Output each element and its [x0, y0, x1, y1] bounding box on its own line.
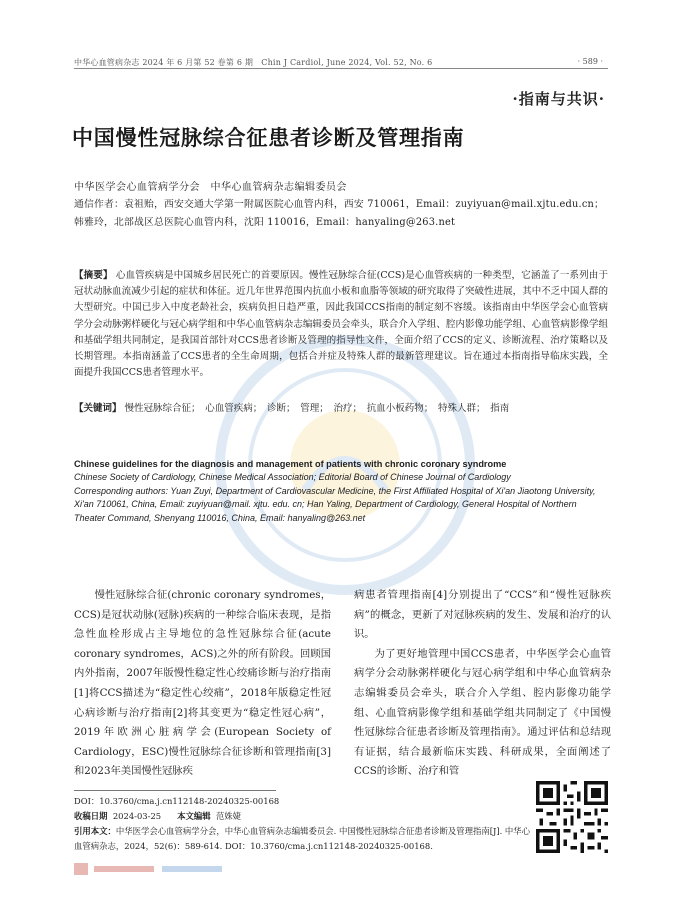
doi: DOI：10.3760/cma.j.cn112148-20240325-00168 [74, 796, 280, 806]
english-authors: Chinese Society of Cardiology, Chinese Medical Association; Editorial Board of Chinese Journal of Cardiology [74, 472, 511, 483]
footer-rule [74, 790, 276, 791]
received-date: 2024-03-25 [112, 811, 162, 821]
authors: 中华医学会心血管病学分会 中华心血管病杂志编辑委员会 [74, 182, 347, 193]
publisher-logo [74, 860, 234, 878]
english-correspondence: Corresponding authors: Yuan Zuyi, Department of Cardiovascular Medicine, the First Affiliated Hospital of Xi'an Jiaotong University, Xi'an 710061, China, Email: zuyiyuan@mail. xjtu. edu. cn; Han Yaling, Department of Cardiology, General Hospital of Northern Theater Command, Shenyang 110016, China, Email: hanyaling@263.net [74, 485, 596, 523]
qr-code[interactable] [536, 781, 608, 853]
keywords [74, 400, 608, 417]
page-number: · 589 · [577, 57, 603, 66]
body-paragraph: 病患者管理指南[4]分别提出了“CCS”和“慢性冠脉疾病”的概念，更新了对冠脉疾病的发生、发展和治疗的认识。 [354, 589, 611, 641]
received-line [74, 809, 534, 824]
section-label: ·指南与共识· [512, 90, 605, 108]
running-head: 中华心血管病杂志 2024 年 6 月第 52 卷第 6 期 Chin J Cardiol, June 2024, Vol. 52, No. 6 [74, 58, 433, 67]
body-right-column [354, 586, 611, 782]
citation-label: 引用本文： [74, 826, 116, 836]
keywords-label: 【关键词】 [74, 403, 122, 414]
editor-label: 本文编辑 [177, 811, 211, 821]
english-abstract-header [74, 458, 608, 525]
header-rule [74, 68, 608, 69]
correspondence: 通信作者：袁祖贻，西安交通大学第一附属医院心血管内科，西安 710061，Email：zuyiyuan@mail.xjtu.edu.cn；韩雅玲，北部战区总医院心血管内科，沈阳 110016，Email：hanyaling@263.net [74, 199, 605, 228]
citation-text: 中华医学会心血管病学分会，中华心血管病杂志编辑委员会. 中国慢性冠脉综合征患者诊断及管理指南[J]. 中华心血管病杂志，2024，52(6)：589-614. DOI：10.3760/cma.j.cn112148-20240325-00168. [74, 826, 531, 851]
body-left-column: 慢性冠脉综合征(chronic coronary syndromes，CCS)是冠状动脉(冠脉)疾病的一种综合临床表现，是指急性血栓形成占主导地位的急性冠脉综合征(acute coronary syndromes，ACS)之外的所有阶段。回顾国内外指南，2007年版慢性稳定性心绞痛诊断与治疗指南[1]将CCS描述为“稳定性心绞痛”，2018年版稳定性冠心病诊断与治疗指南[2]将其变更为“稳定性冠心病”，2019年欧洲心脏病学会(European Society of Cardiology，ESC)慢性冠脉综合征诊断和管理指南[3]和2023年美国慢性冠脉疾 [74, 589, 331, 778]
article-title: 中国慢性冠脉综合征患者诊断及管理指南 [72, 125, 465, 150]
abstract-text: 心血管疾病是中国城乡居民死亡的首要原因。慢性冠脉综合征(CCS)是心血管疾病的一种类型，它涵盖了一系列由于冠状动脉血流减少引起的症状和体征。近几年世界范围内抗血小板和血脂等领域的研究取得了突破性进展，其中不乏中国人群的大型研究。中国已步入中度老龄社会，疾病负担日趋严重，因此我国CCS指南的制定刻不容缓。该指南由中华医学会心血管病学分会动脉粥样硬化与冠心病学组和中华心血管病杂志编辑委员会牵头，联合介入学组、腔内影像功能学组、心血管病影像学组和基础学组共同制定，是我国首部针对CCS患者诊断及管理的指导性文件，全面介绍了CCS的定义、诊断流程、治疗策略以及长期管理。本指南涵盖了CCS患者的全生命周期，包括合并症及特殊人群的最新管理建议。旨在通过本指南指导临床实践，全面提升我国CCS患者管理水平。 [74, 270, 608, 379]
keywords-text: 慢性冠脉综合征； 心血管疾病； 诊断； 管理； 治疗； 抗血小板药物； 特殊人群； 指南 [124, 403, 510, 414]
body-paragraph: 为了更好地管理中国CCS患者，中华医学会心血管病学分会动脉粥样硬化与冠心病学组和中华心血管病杂志编辑委员会牵头，联合介入学组、腔内影像功能学组、心血管病影像学组和基础学组共同制定了《中国慢性冠脉综合征患者诊断及管理指南》。通过评估和总结现有证据，结合最新临床实践、科研成果，全面阐述了CCS的诊断、治疗和管 [354, 647, 611, 778]
abstract-label: 【摘要】 [74, 270, 113, 281]
english-title: Chinese guidelines for the diagnosis and management of patients with chronic coronary syndrome [74, 459, 507, 469]
abstract [74, 268, 608, 381]
citation [74, 824, 534, 854]
received-label: 收稿日期 [74, 811, 108, 821]
editor-name: 范姝婕 [215, 811, 242, 821]
